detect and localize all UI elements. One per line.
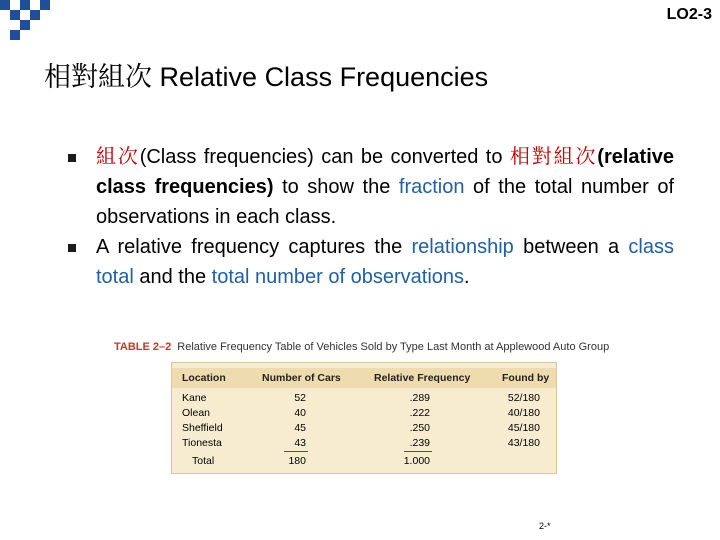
cell-count: 40 [294,407,306,419]
cell-rel-freq: .222 [409,407,430,419]
term-relative-frequencies-en: (relative class frequencies) [96,146,675,198]
slide-title [44,55,488,94]
cell-total-label: Total [192,455,215,467]
bullet-item [66,232,674,292]
frequency-table [171,362,557,474]
bullet-text: to show the [273,176,399,198]
bullet-square-icon [68,154,76,162]
bullet-square-icon [68,244,76,252]
page-number: 2-* [539,521,551,531]
bullet-item [66,142,674,232]
title-chinese: 相對組次 [44,62,152,92]
header-location: Location [182,372,226,384]
term-relative-frequencies-zh: 相對組次 [509,146,598,168]
cell-rel-freq: .289 [409,392,430,404]
sum-rule [284,451,308,452]
bullet-text: and the [133,266,212,288]
term-total-observations: total number of observations [211,266,465,288]
sum-rule [404,451,432,452]
cell-count: 52 [294,392,306,404]
header-relative-frequency: Relative Frequency [374,372,471,384]
term-class-total: class total [96,236,674,288]
cell-location: Kane [182,392,207,404]
cell-found-by: 52/180 [507,392,540,404]
learning-objective-label: LO2-3 [666,6,712,23]
cell-found-by: 43/180 [507,437,540,449]
cell-count: 45 [294,422,306,434]
bullet-text: of the total number of observations in each class. [96,176,675,228]
table-header-row [172,368,556,388]
bullet-text: . [464,266,470,288]
table-caption [114,341,609,353]
table-caption-text: Relative Frequency Table of Vehicles Sold by Type Last Month at Applewood Auto Group [177,341,610,353]
header-number-of-cars: Number of Cars [262,372,341,384]
title-english: Relative Class Frequencies [159,62,489,92]
bullet-text: between a [513,236,629,258]
cell-count: 43 [294,437,306,449]
cell-found-by: 45/180 [507,422,540,434]
table-number: TABLE 2–2 [114,341,172,353]
checker-squares-logo [0,0,60,44]
header-found-by: Found by [502,372,550,384]
bullet-list [66,142,674,292]
cell-rel-freq: .250 [409,422,430,434]
bullet-text: A relative frequency captures the [96,236,412,258]
cell-location: Olean [182,407,211,419]
term-class-frequencies-zh: 組次 [96,146,140,168]
bullet-text: (Class frequencies) can be converted to [139,146,510,168]
cell-found-by: 40/180 [507,407,540,419]
cell-location: Tionesta [182,437,222,449]
term-fraction: fraction [398,176,465,198]
cell-total-rel-freq: 1.000 [403,455,430,467]
cell-location: Sheffield [182,422,223,434]
term-relationship: relationship [411,236,514,258]
cell-rel-freq: .239 [409,437,430,449]
cell-total-count: 180 [288,455,306,467]
